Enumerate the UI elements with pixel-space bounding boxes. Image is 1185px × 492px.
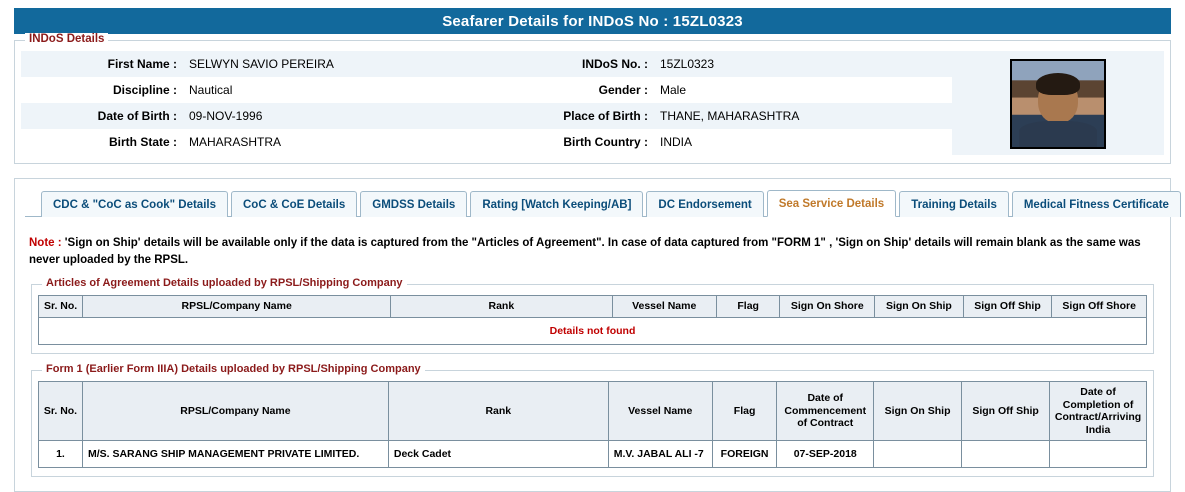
note-text: 'Sign on Ship' details will be available only if the data is captured from the "Articles of Agreement". In case of data captured from "FORM 1" , 'Sign on Ship' details will remain blank as the same was never uploaded by the RPSL. bbox=[29, 237, 1141, 266]
form1-table bbox=[38, 381, 1147, 468]
tab-training-details[interactable]: Training Details bbox=[899, 191, 1009, 217]
col-flag: Flag bbox=[716, 296, 780, 318]
place-of-birth-label: Place of Birth : bbox=[492, 103, 654, 129]
table-header-row bbox=[39, 381, 1147, 440]
first-name-label: First Name : bbox=[21, 51, 183, 77]
form1-legend: Form 1 (Earlier Form IIIA) Details uploaded by RPSL/Shipping Company bbox=[42, 363, 425, 375]
col-sign-on-ship: Sign On Ship bbox=[875, 296, 964, 318]
indos-no-value: 15ZL0323 bbox=[654, 51, 952, 77]
col-sr-no: Sr. No. bbox=[39, 381, 83, 440]
table-header-row bbox=[39, 296, 1147, 318]
indos-details-table bbox=[21, 51, 1164, 155]
seafarer-photo-cell bbox=[952, 51, 1164, 155]
col-company-name: RPSL/Company Name bbox=[83, 296, 391, 318]
col-sign-on-shore: Sign On Shore bbox=[780, 296, 875, 318]
place-of-birth-value: THANE, MAHARASHTRA bbox=[654, 103, 952, 129]
discipline-label: Discipline : bbox=[21, 77, 183, 103]
tab-medical-fitness-certificate[interactable]: Medical Fitness Certificate bbox=[1012, 191, 1181, 217]
cell-vessel-name: M.V. JABAL ALI -7 bbox=[608, 441, 712, 468]
date-of-birth-value: 09-NOV-1996 bbox=[183, 103, 492, 129]
sea-service-note bbox=[29, 235, 1156, 268]
col-vessel-name: Vessel Name bbox=[612, 296, 716, 318]
cell-date-of-commencement: 07-SEP-2018 bbox=[777, 441, 874, 468]
col-rank: Rank bbox=[388, 381, 608, 440]
cell-company-name: M/S. SARANG SHIP MANAGEMENT PRIVATE LIMITED. bbox=[82, 441, 388, 468]
articles-of-agreement-table bbox=[38, 295, 1147, 345]
col-date-of-completion: Date of Completion of Contract/Arriving India bbox=[1050, 381, 1147, 440]
articles-of-agreement-legend: Articles of Agreement Details uploaded by RPSL/Shipping Company bbox=[42, 277, 407, 289]
table-row bbox=[39, 317, 1147, 344]
tab-dc-endorsement[interactable]: DC Endorsement bbox=[646, 191, 763, 217]
page-title: Seafarer Details for INDoS No : 15ZL0323 bbox=[14, 8, 1171, 34]
col-sign-off-shore: Sign Off Shore bbox=[1052, 296, 1147, 318]
discipline-value: Nautical bbox=[183, 77, 492, 103]
col-rank: Rank bbox=[391, 296, 612, 318]
tab-rating-watch-keeping-ab[interactable]: Rating [Watch Keeping/AB] bbox=[470, 191, 643, 217]
indos-no-label: INDoS No. : bbox=[492, 51, 654, 77]
col-sign-off-ship: Sign Off Ship bbox=[962, 381, 1050, 440]
tab-cdc-coc-as-cook[interactable]: CDC & "CoC as Cook" Details bbox=[41, 191, 228, 217]
gender-value: Male bbox=[654, 77, 952, 103]
birth-state-value: MAHARASHTRA bbox=[183, 129, 492, 155]
note-heading: Note : bbox=[29, 237, 62, 249]
indos-details-panel bbox=[14, 33, 1171, 164]
tab-bar bbox=[25, 189, 1169, 217]
birth-country-value: INDIA bbox=[654, 129, 952, 155]
cell-rank: Deck Cadet bbox=[388, 441, 608, 468]
form1-section bbox=[31, 362, 1154, 477]
gender-label: Gender : bbox=[492, 77, 654, 103]
cell-flag: FOREIGN bbox=[712, 441, 777, 468]
table-row bbox=[39, 441, 1147, 468]
tab-gmdss-details[interactable]: GMDSS Details bbox=[360, 191, 467, 217]
cell-sr-no: 1. bbox=[39, 441, 83, 468]
tab-sea-service-details[interactable]: Sea Service Details bbox=[767, 190, 897, 217]
cell-sign-off-ship bbox=[962, 441, 1050, 468]
table-row bbox=[21, 51, 1164, 77]
articles-empty-message: Details not found bbox=[39, 317, 1147, 344]
cell-sign-on-ship bbox=[874, 441, 962, 468]
cell-date-of-completion bbox=[1050, 441, 1147, 468]
col-date-of-commencement: Date of Commencement of Contract bbox=[777, 381, 874, 440]
indos-details-legend: INDoS Details bbox=[25, 33, 108, 45]
col-sr-no: Sr. No. bbox=[39, 296, 83, 318]
tab-coc-coe-details[interactable]: CoC & CoE Details bbox=[231, 191, 357, 217]
seafarer-photo bbox=[1010, 59, 1106, 149]
col-flag: Flag bbox=[712, 381, 777, 440]
col-company-name: RPSL/Company Name bbox=[82, 381, 388, 440]
col-sign-off-ship: Sign Off Ship bbox=[963, 296, 1052, 318]
birth-state-label: Birth State : bbox=[21, 129, 183, 155]
date-of-birth-label: Date of Birth : bbox=[21, 103, 183, 129]
first-name-value: SELWYN SAVIO PEREIRA bbox=[183, 51, 492, 77]
birth-country-label: Birth Country : bbox=[492, 129, 654, 155]
sea-service-panel bbox=[14, 178, 1171, 492]
articles-of-agreement-section bbox=[31, 277, 1154, 354]
col-vessel-name: Vessel Name bbox=[608, 381, 712, 440]
col-sign-on-ship: Sign On Ship bbox=[874, 381, 962, 440]
